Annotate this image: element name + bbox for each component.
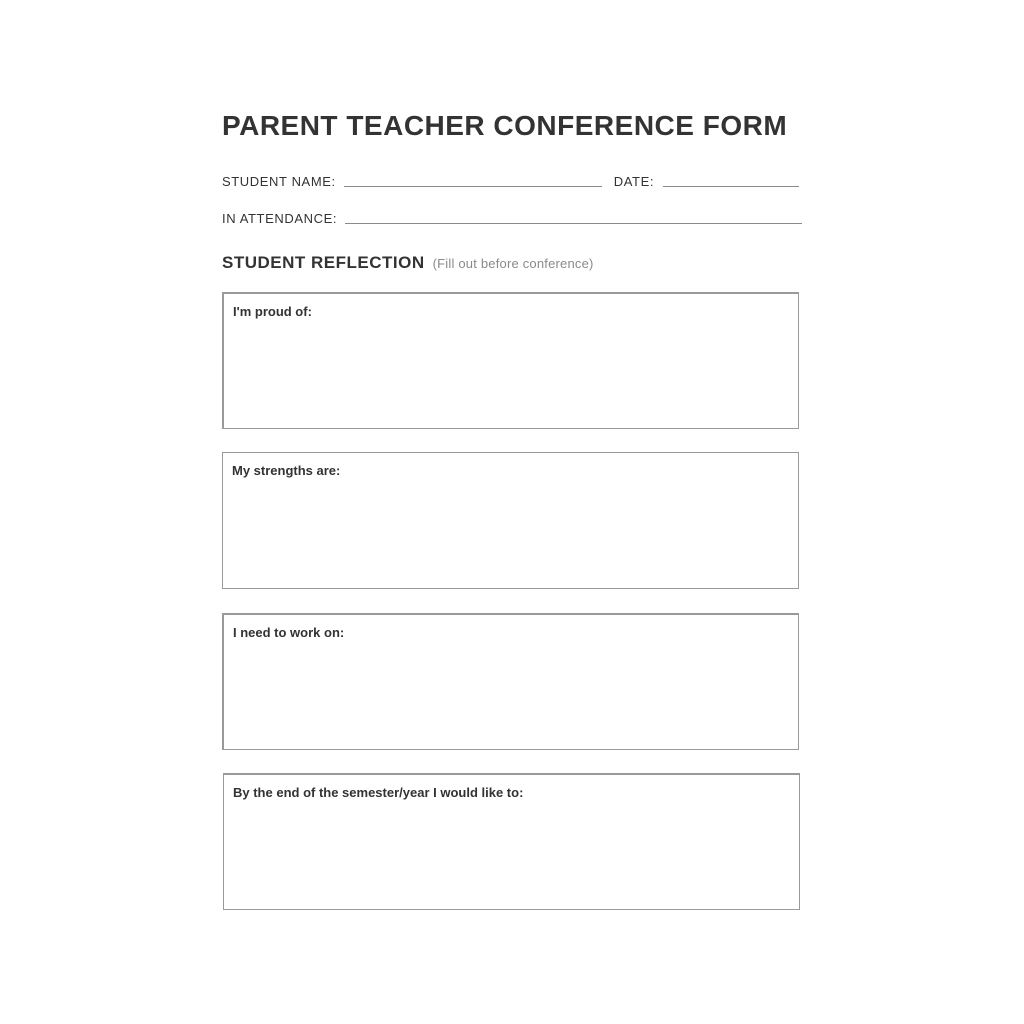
goals-box[interactable] [223,773,800,910]
student-name-label: STUDENT NAME: [222,174,336,189]
strengths-box[interactable] [222,452,799,589]
box-prompt: I need to work on: [233,625,345,640]
proud-of-box[interactable] [222,292,799,429]
conference-form-page [222,0,802,1024]
attendance-label: IN ATTENDANCE: [222,211,338,226]
student-date-row [222,170,802,190]
section-title: STUDENT REFLECTION [222,253,425,272]
box-prompt: I'm proud of: [233,304,312,319]
attendance-field[interactable] [345,223,802,224]
box-prompt: My strengths are: [232,463,341,478]
attendance-row [222,207,802,227]
section-note: (Fill out before conference) [432,256,594,271]
student-reflection-heading [222,253,594,273]
date-label: DATE: [613,174,655,189]
student-name-field[interactable] [344,186,602,187]
box-prompt: By the end of the semester/year I would like to: [233,785,524,800]
form-title: PARENT TEACHER CONFERENCE FORM [222,110,788,141]
work-on-box[interactable] [222,613,799,750]
date-field[interactable] [663,186,799,187]
